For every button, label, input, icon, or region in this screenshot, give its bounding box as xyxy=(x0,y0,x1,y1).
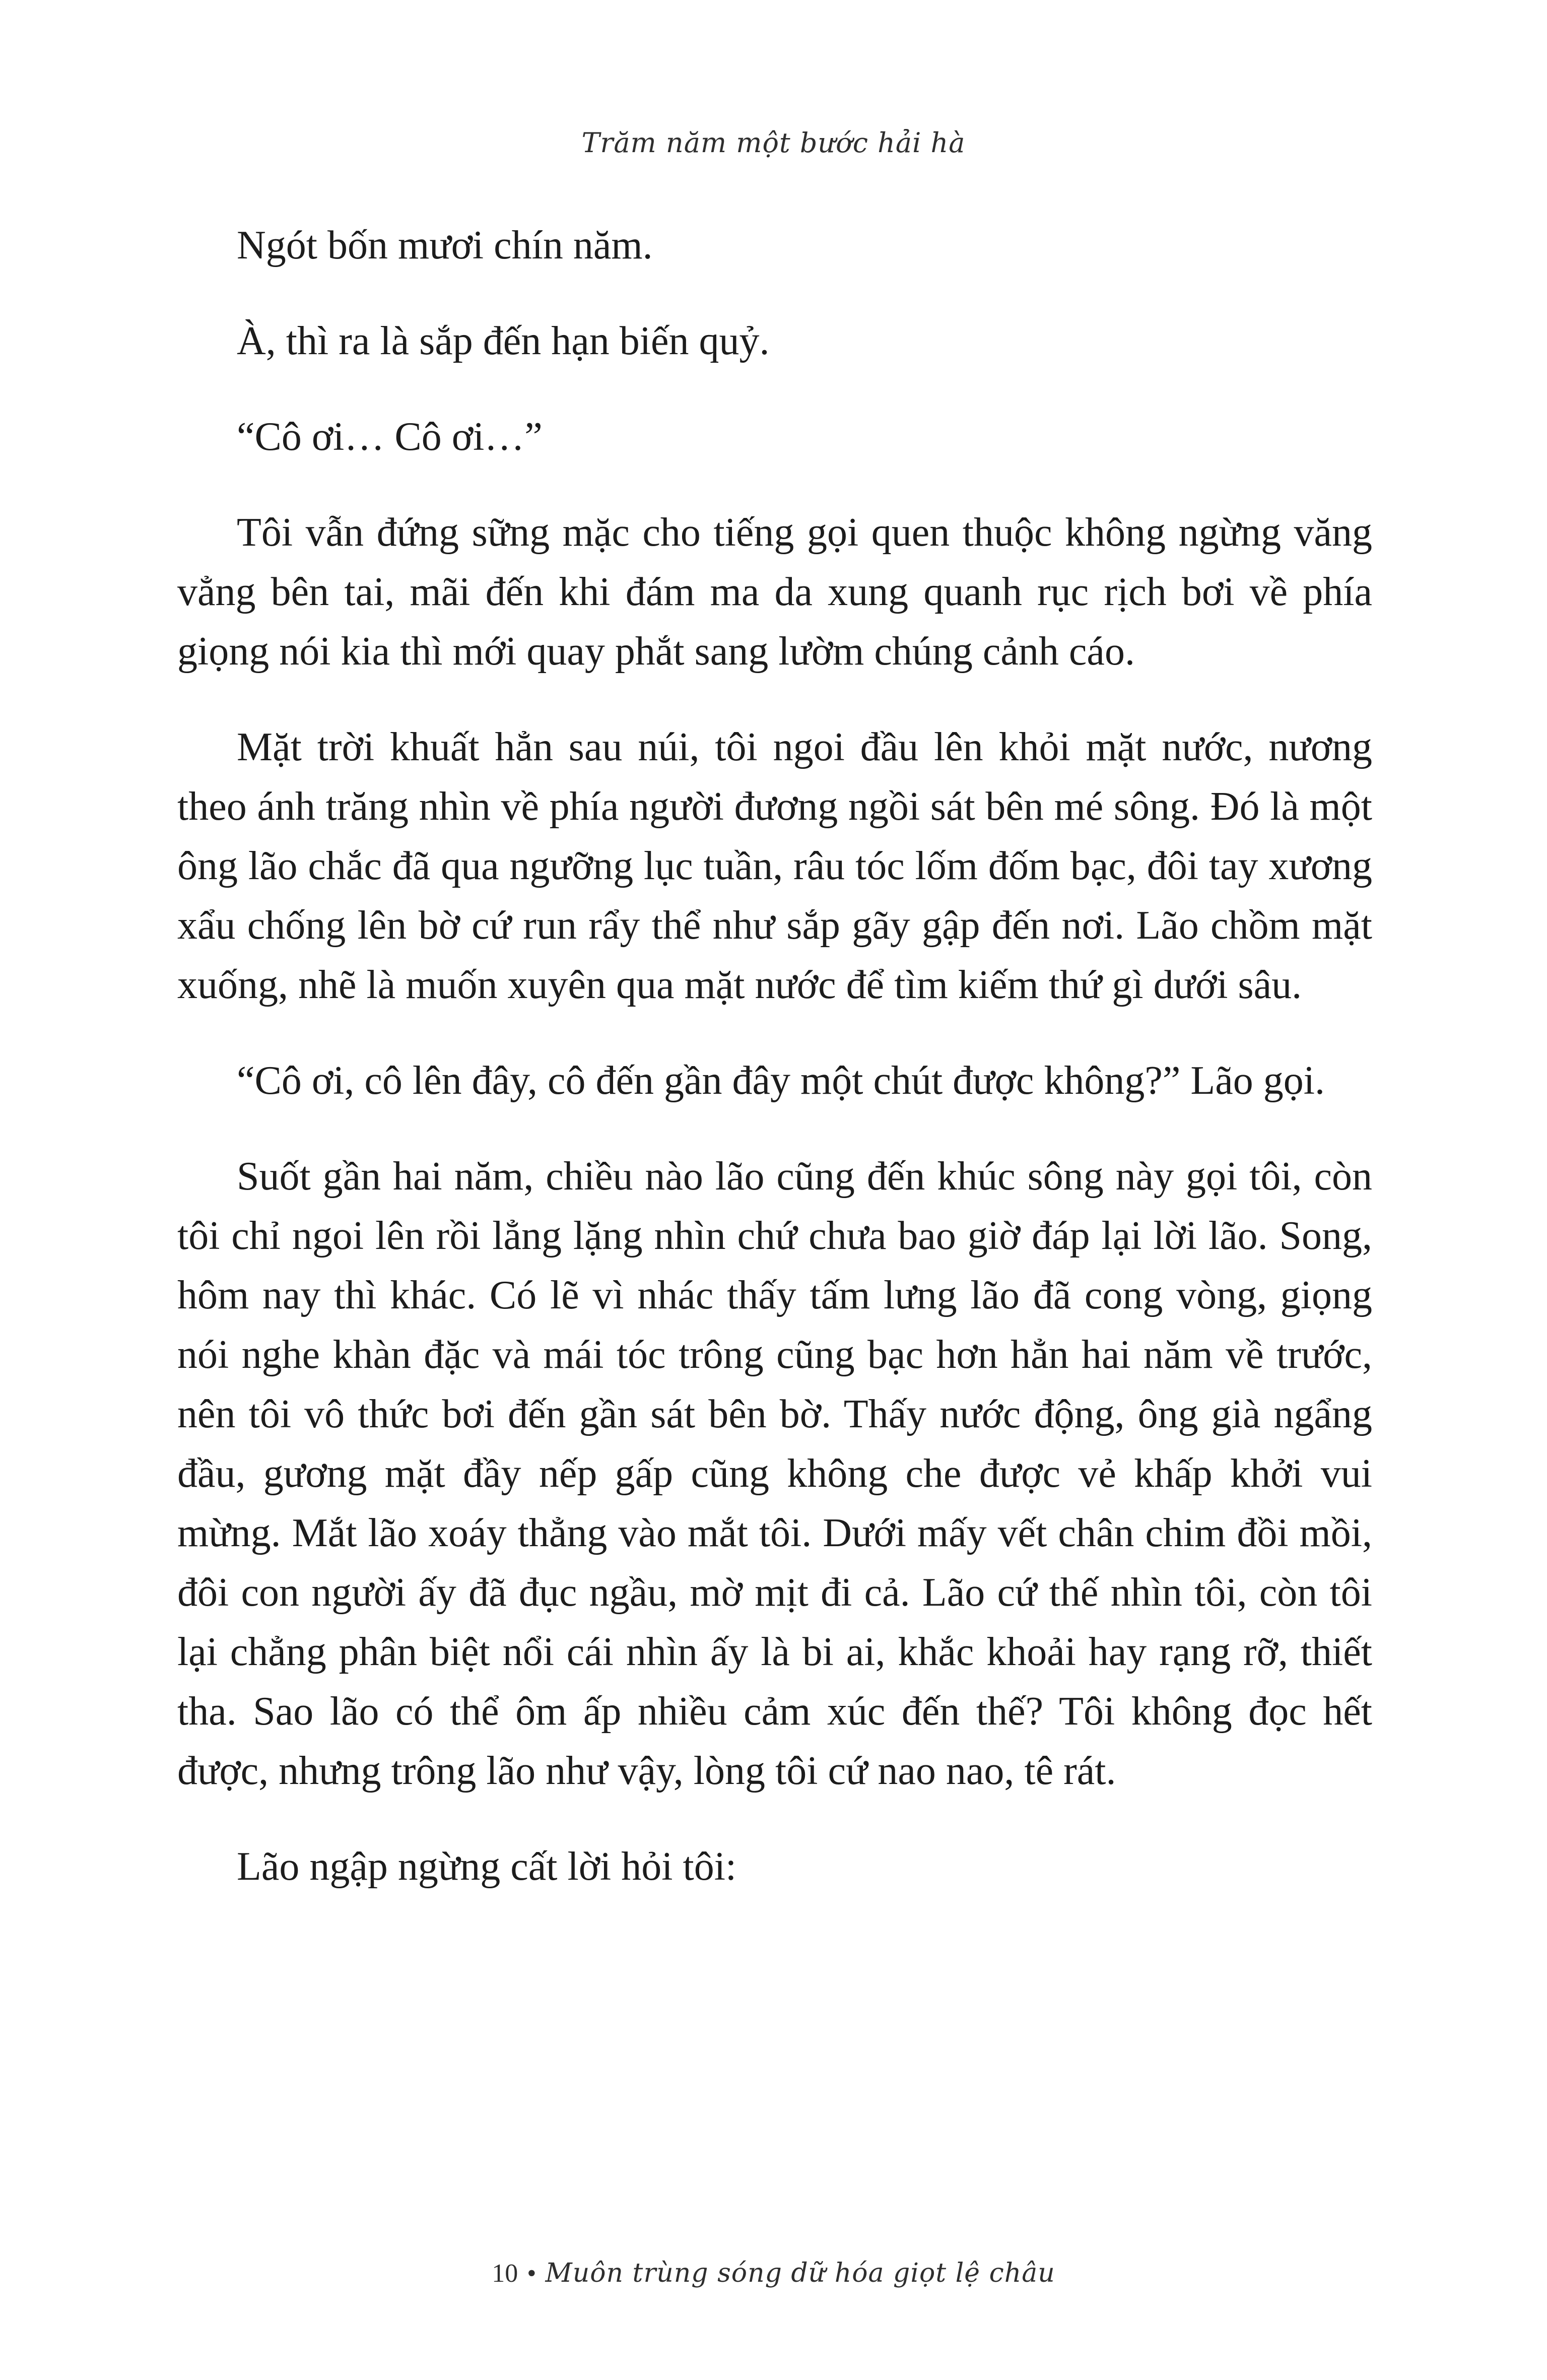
body-paragraph: Ngót bốn mươi chín năm. xyxy=(237,223,653,268)
body-paragraph: Tôi vẫn đứng sững mặc cho tiếng gọi quen thuộc không ngừng văng vẳng bên tai, mãi đến khi đám ma da xung quanh rục rịch bơi về phía giọng nói kia thì mới quay phắt sang lườm chúng cảnh cáo. xyxy=(177,510,1372,674)
footer-separator: • xyxy=(527,2259,536,2288)
page-footer xyxy=(0,2258,1547,2288)
body-paragraph: “Cô ơi, cô lên đây, cô đến gần đây một chút được không?” Lão gọi. xyxy=(237,1059,1325,1103)
page-number: 10 xyxy=(492,2259,518,2288)
body-paragraph: Mặt trời khuất hẳn sau núi, tôi ngoi đầu lên khỏi mặt nước, nương theo ánh trăng nhìn về phía người đương ngồi sát bên mé sông. Đó là một ông lão chắc đã qua ngưỡng lục tuần, râu tóc lốm đốm bạc, đôi tay xương xẩu chống lên bờ cứ run rẩy thể như sắp gãy gập đến nơi. Lão chồm mặt xuống, nhẽ là muốn xuyên qua mặt nước để tìm kiếm thứ gì dưới sâu. xyxy=(177,725,1372,1007)
body-paragraph: Lão ngập ngừng cất lời hỏi tôi: xyxy=(237,1844,737,1889)
body-paragraph: À, thì ra là sắp đến hạn biến quỷ. xyxy=(237,319,770,363)
book-title: Muôn trùng sóng dữ hóa giọt lệ châu xyxy=(545,2258,1055,2288)
page-body xyxy=(177,216,1372,1896)
body-paragraph: Suốt gần hai năm, chiều nào lão cũng đến khúc sông này gọi tôi, còn tôi chỉ ngoi lên rồi lẳng lặng nhìn chứ chưa bao giờ đáp lại lời lão. Song, hôm nay thì khác. Có lẽ vì nhác thấy tấm lưng lão đã cong vòng, giọng nói nghe khàn đặc và mái tóc trông cũng bạc hơn hẳn hai năm về trước, nên tôi vô thức bơi đến gần sát bên bờ. Thấy nước động, ông già ngẩng đầu, gương mặt đầy nếp gấp cũng không che được vẻ khấp khởi vui mừng. Mắt lão xoáy thẳng vào mắt tôi. Dưới mấy vết chân chim đồi mồi, đôi con người ấy đã đục ngầu, mờ mịt đi cả. Lão cứ thế nhìn tôi, còn tôi lại chẳng phân biệt nổi cái nhìn ấy là bi ai, khắc khoải hay rạng rỡ, thiết tha. Sao lão có thể ôm ấp nhiều cảm xúc đến thế? Tôi không đọc hết được, nhưng trông lão như vậy, lòng tôi cứ nao nao, tê rát. xyxy=(177,1154,1372,1793)
body-paragraph: “Cô ơi… Cô ơi…” xyxy=(237,415,543,459)
page-header: Trăm năm một bước hải hà xyxy=(581,127,966,159)
